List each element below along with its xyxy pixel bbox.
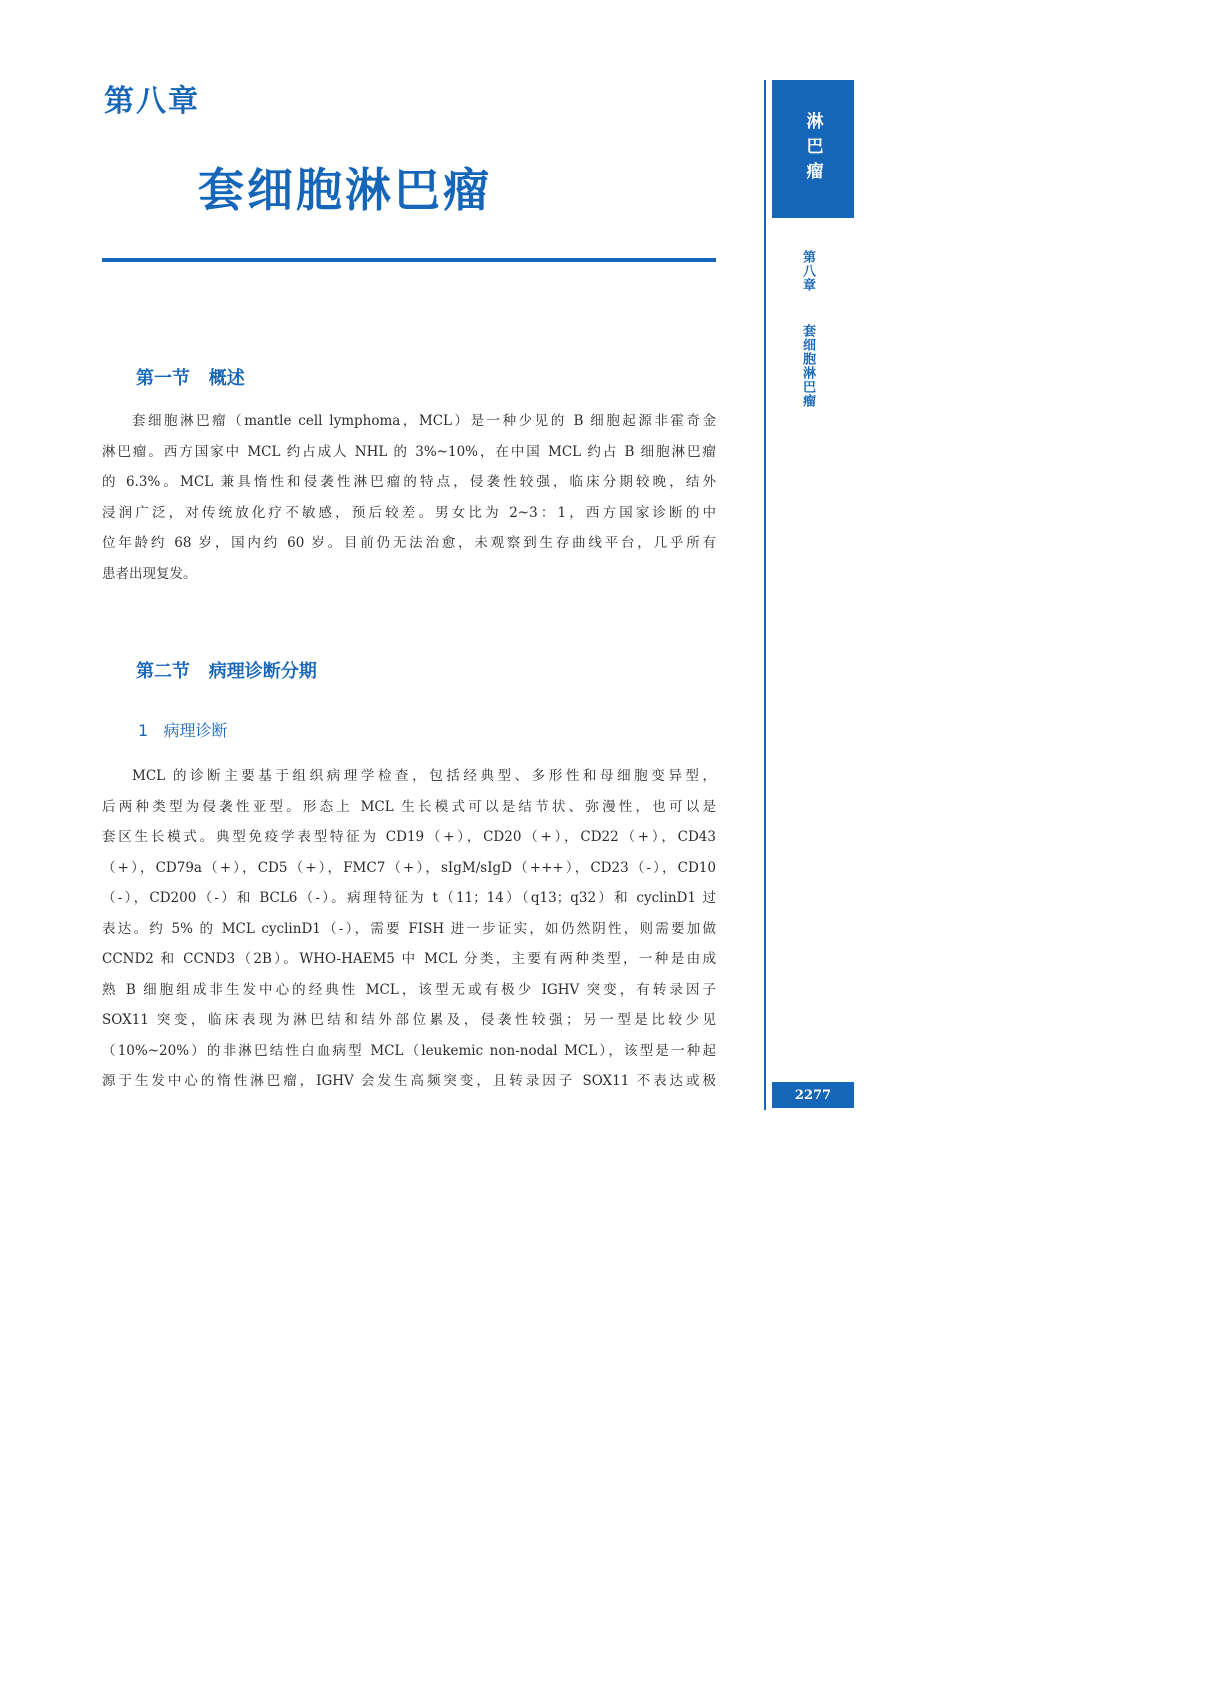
text-line: MCL 的诊断主要基于组织病理学检查，包括经典型、多形性和母细胞变异型， <box>132 768 716 784</box>
text-line: 位年龄约 68 岁，国内约 60 岁。目前仍无法治愈，未观察到生存曲线平台，几乎所有 <box>102 535 716 551</box>
text-line: （+），CD79a（+），CD5（+），FMC7（+），sIgM/sIgD（+++），CD23（-），CD10 <box>102 859 716 876</box>
text-line: 后两种类型为侵袭性亚型。形态上 MCL 生长模式可以是结节状、弥漫性，也可以是 <box>102 798 716 815</box>
text-line: 浸润广泛，对传统放化疗不敏感，预后较差。男女比为 2~3：1，西方国家诊断的中 <box>102 504 716 521</box>
text-line: 套区生长模式。典型免疫学表型特征为 CD19（+），CD20（+），CD22（+），CD43 <box>102 829 716 845</box>
section-heading-pathology: 第二节 病理诊断分期 <box>136 661 317 682</box>
text-line: 源于生发中心的惰性淋巴瘤，IGHV 会发生高频突变，且转录因子 SOX11 不表达或极 <box>102 1073 716 1089</box>
text-line: （10%~20%）的非淋巴结性白血病型 MCL（leukemic non-nodal MCL），该型是一种起 <box>102 1042 716 1059</box>
subsection-heading-diagnosis: 1 病理诊断 <box>138 721 228 740</box>
text-line: 淋巴瘤。西方国家中 MCL 约占成人 NHL 的 3%~10%，在中国 MCL 约占 B 细胞淋巴瘤 <box>102 443 716 460</box>
text-line: 套细胞淋巴瘤（mantle cell lymphoma，MCL）是一种少见的 B 细胞起源非霍奇金 <box>132 413 716 429</box>
text-line: 表达。约 5% 的 MCL cyclinD1（-），需要 FISH 进一步证实，如仍然阴性，则需要加做 <box>102 920 716 937</box>
text-line: SOX11 突变，临床表现为淋巴结和结外部位累及，侵袭性较强；另一型是比较少见 <box>102 1012 716 1028</box>
chapter-title: 套细胞淋巴瘤 <box>198 163 492 217</box>
side-running-title: 第八章 套细胞淋巴瘤 <box>800 250 815 408</box>
side-chapter-tab: 淋巴瘤 <box>772 80 854 218</box>
chapter-label: 第八章 <box>104 84 200 119</box>
paragraph-diagnosis <box>102 761 716 1097</box>
text-line: 熟 B 细胞组成非生发中心的经典性 MCL，该型无或有极少 IGHV 突变，有转录因子 <box>102 981 716 998</box>
paragraph-overview <box>102 406 716 589</box>
margin-rule <box>764 80 766 1110</box>
title-divider <box>102 258 716 262</box>
text-line: 患者出现复发。 <box>102 565 197 582</box>
text-line: 的 6.3%。MCL 兼具惰性和侵袭性淋巴瘤的特点，侵袭性较强，临床分期较晚，结外 <box>102 474 716 490</box>
page-number: 2277 <box>772 1082 854 1108</box>
text-line: CCND2 和 CCND3（2B）。WHO-HAEM5 中 MCL 分类，主要有两种类型，一种是由成 <box>102 951 716 967</box>
text-line: （-），CD200（-）和 BCL6（-）。病理特征为 t（11；14）（q13；q32）和 cyclinD1 过 <box>102 890 716 906</box>
section-heading-overview: 第一节 概述 <box>136 368 245 389</box>
